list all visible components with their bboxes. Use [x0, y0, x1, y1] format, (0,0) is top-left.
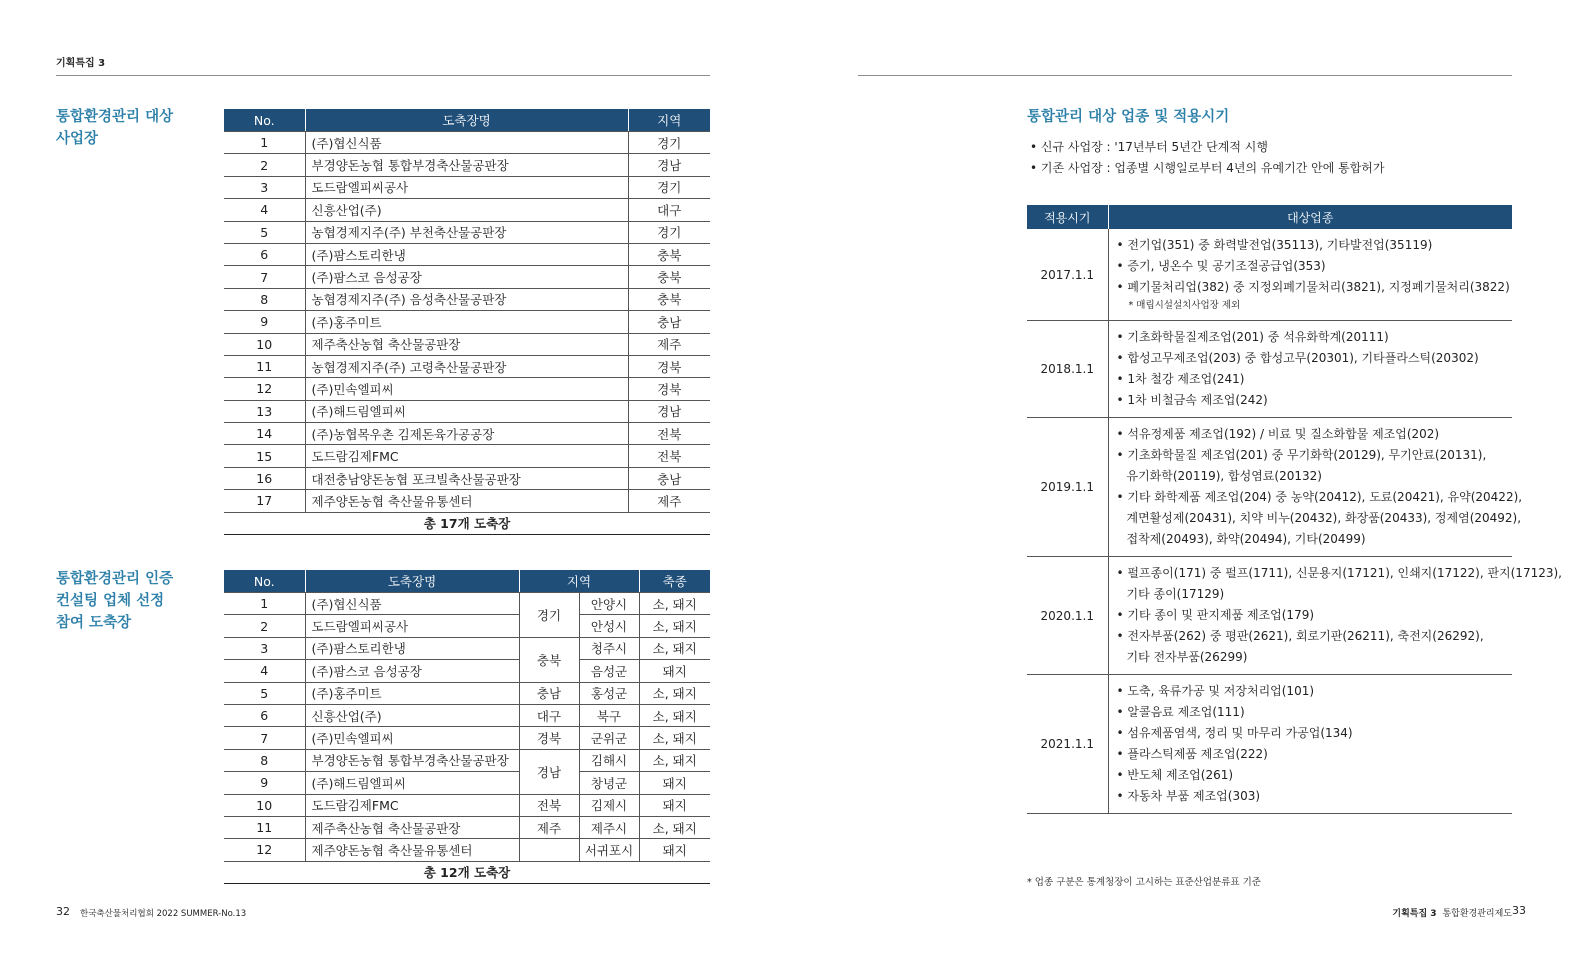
footer-subtitle: 통합환경관리제도 [1442, 909, 1512, 919]
table-row [224, 593, 710, 615]
header-divider-left [56, 75, 710, 76]
row-number: 15 [224, 445, 305, 467]
col-header-name: 도축장명 [305, 570, 519, 593]
slaughterhouse-name: 신흥산업(주) [305, 704, 519, 726]
row-number: 3 [224, 637, 305, 659]
row-number: 7 [224, 266, 305, 288]
table-row [224, 490, 710, 512]
row-number: 9 [224, 772, 305, 794]
region: 경북 [628, 355, 710, 377]
slaughterhouse-name: 제주양돈농협 축산물유통센터 [305, 490, 628, 512]
species: 돼지 [639, 839, 710, 861]
slaughterhouse-name: (주)팜스코 음성공장 [305, 660, 519, 682]
row-number: 3 [224, 176, 305, 198]
bullet-existing-site: • 기존 사업장 : 업종별 시행일로부터 4년의 유예기간 안에 통합허가 [1030, 161, 1385, 175]
row-number: 1 [224, 132, 305, 154]
section2-title: 통합환경관리 인증 컨설팅 업체 선정 참여 도축장 [56, 571, 174, 631]
total-row [224, 861, 710, 883]
row-number: 4 [224, 199, 305, 221]
region: 경남 [628, 154, 710, 176]
industry-item: • 폐기물처리업(382) 중 지정외폐기물처리(3821), 지정폐기물처리(3822) [1116, 280, 1510, 294]
table-row [224, 400, 710, 422]
industry-item: • 합성고무제조업(203) 중 합성고무(20301), 기타플라스틱(20302) [1116, 351, 1479, 365]
slaughterhouse-name: 도드람엘피씨공사 [305, 615, 519, 637]
consulting-slaughterhouse-table [224, 570, 710, 884]
table-row [224, 378, 710, 400]
slaughterhouse-name: (주)해드림엘피씨 [305, 772, 519, 794]
province: 충북 [519, 637, 579, 682]
table-row [224, 423, 710, 445]
region: 충북 [628, 243, 710, 265]
region: 전북 [628, 423, 710, 445]
apply-date: 2021.1.1 [1027, 675, 1108, 814]
right-section-title: 통합관리 대상 업종 및 적용시기 [1027, 109, 1230, 125]
region: 전북 [628, 445, 710, 467]
row-number: 12 [224, 839, 305, 861]
header-divider-right [858, 75, 1512, 76]
slaughterhouse-name: 신흥산업(주) [305, 199, 628, 221]
region: 경북 [628, 378, 710, 400]
page-number-right: 33 [1512, 904, 1526, 917]
industry-item: 접착제(20493), 화약(20494), 기타(20499) [1126, 532, 1366, 546]
row-number: 13 [224, 400, 305, 422]
row-number: 2 [224, 154, 305, 176]
industry-item: • 기초화학물질제조업(201) 중 석유화학계(20111) [1116, 330, 1389, 344]
table-row [224, 445, 710, 467]
species: 소, 돼지 [639, 727, 710, 749]
slaughterhouse-name: (주)팜스코 음성공장 [305, 266, 628, 288]
industry-item: 계면활성제(20431), 치약 비누(20432), 화장품(20433), 정제염(20492), [1126, 511, 1522, 525]
col-header-region: 지역 [519, 570, 639, 593]
industry-list [1108, 321, 1512, 418]
slaughterhouse-name: (주)홍주미트 [305, 311, 628, 333]
schedule-row [1027, 557, 1512, 675]
table-row [224, 816, 710, 838]
industry-item: • 도축, 육류가공 및 저장처리업(101) [1116, 684, 1315, 698]
city: 창녕군 [579, 772, 639, 794]
city: 군위군 [579, 727, 639, 749]
row-number: 9 [224, 311, 305, 333]
slaughterhouse-name: 부경양돈농협 통합부경축산물공판장 [305, 154, 628, 176]
table-row [224, 311, 710, 333]
slaughterhouse-name: (주)협신식품 [305, 132, 628, 154]
region: 제주 [628, 333, 710, 355]
row-number: 6 [224, 243, 305, 265]
apply-date: 2018.1.1 [1027, 321, 1108, 418]
city: 서귀포시 [579, 839, 639, 861]
slaughterhouse-name: 도드람김제FMC [305, 794, 519, 816]
footer-right [1392, 906, 1512, 919]
industry-item: • 기초화학물질 제조업(201) 중 무기화학(20129), 무기안료(20131), [1116, 448, 1487, 462]
industry-item: • 석유정제품 제조업(192) / 비료 및 질소화합물 제조업(202) [1116, 427, 1440, 441]
table-row [224, 615, 710, 637]
industry-item: • 플라스틱제품 제조업(222) [1116, 747, 1268, 761]
province: 전북 [519, 794, 579, 816]
city: 홍성군 [579, 682, 639, 704]
table-row [224, 467, 710, 489]
row-number: 5 [224, 682, 305, 704]
table-row [224, 839, 710, 861]
row-number: 17 [224, 490, 305, 512]
city: 안성시 [579, 615, 639, 637]
total-count: 총 17개 도축장 [224, 512, 710, 534]
col-header-no: No. [224, 570, 305, 593]
row-number: 2 [224, 615, 305, 637]
row-number: 11 [224, 816, 305, 838]
province: 경북 [519, 727, 579, 749]
section-label: 기획특집 3 [56, 58, 106, 69]
industry-item: • 기타 종이 및 판지제품 제조업(179) [1116, 608, 1315, 622]
schedule-row [1027, 321, 1512, 418]
table-row [224, 221, 710, 243]
species: 소, 돼지 [639, 704, 710, 726]
row-number: 4 [224, 660, 305, 682]
province: 대구 [519, 704, 579, 726]
region: 충남 [628, 467, 710, 489]
slaughterhouse-name: 제주양돈농협 축산물유통센터 [305, 839, 519, 861]
slaughterhouse-name: 대전충남양돈농협 포크빌축산물공판장 [305, 467, 628, 489]
schedule-row [1027, 418, 1512, 557]
slaughterhouse-name: 부경양돈농협 통합부경축산물공판장 [305, 749, 519, 771]
slaughterhouse-name: 농협경제지주(주) 음성축산물공판장 [305, 288, 628, 310]
table-row [224, 637, 710, 659]
table-row [224, 794, 710, 816]
city: 김제시 [579, 794, 639, 816]
table-row [224, 199, 710, 221]
page-number-left: 32 [56, 905, 70, 918]
schedule-row [1027, 229, 1512, 321]
species: 소, 돼지 [639, 816, 710, 838]
table-row [224, 727, 710, 749]
col-header-species: 축종 [639, 570, 710, 593]
row-number: 12 [224, 378, 305, 400]
industry-item: • 전기업(351) 중 화력발전업(35113), 기타발전업(35119) [1116, 238, 1433, 252]
slaughterhouse-name: (주)홍주미트 [305, 682, 519, 704]
industry-item: • 펄프종이(171) 중 펄프(1711), 신문용지(17121), 인쇄지(17122), 판지(17123), [1116, 566, 1562, 580]
row-number: 14 [224, 423, 305, 445]
table-row [224, 660, 710, 682]
row-number: 8 [224, 288, 305, 310]
industry-item: • 전자부품(262) 중 평판(2621), 회로기판(26211), 축전지(26292), [1116, 629, 1484, 643]
total-count: 총 12개 도축장 [224, 861, 710, 883]
col-header-region: 지역 [628, 109, 710, 132]
col-header-no: No. [224, 109, 305, 132]
province: 경기 [519, 593, 579, 638]
industry-item: • 자동차 부품 제조업(303) [1116, 789, 1261, 803]
total-row [224, 512, 710, 534]
city: 청주시 [579, 637, 639, 659]
col-header-date: 적용시기 [1027, 205, 1108, 229]
row-number: 1 [224, 593, 305, 615]
industry-note: * 매립시설설치사업장 제외 [1128, 300, 1241, 311]
apply-date: 2020.1.1 [1027, 557, 1108, 675]
species: 소, 돼지 [639, 682, 710, 704]
row-number: 16 [224, 467, 305, 489]
industry-item: • 증기, 냉온수 및 공기조절공급업(353) [1116, 259, 1326, 273]
industry-item: • 섬유제품염색, 정리 및 마무리 가공업(134) [1116, 726, 1353, 740]
row-number: 10 [224, 333, 305, 355]
section1-title: 통합환경관리 대상 사업장 [56, 109, 174, 147]
table-row [224, 154, 710, 176]
publication-name: 한국축산물처리협회 2022 SUMMER-No.13 [80, 909, 247, 919]
row-number: 11 [224, 355, 305, 377]
industry-schedule-table [1027, 205, 1562, 814]
slaughterhouse-name: 도드람김제FMC [305, 445, 628, 467]
species: 돼지 [639, 660, 710, 682]
table-row [224, 355, 710, 377]
slaughterhouse-name: 농협경제지주(주) 고령축산물공판장 [305, 355, 628, 377]
slaughterhouse-name: 도드람엘피씨공사 [305, 176, 628, 198]
city: 안양시 [579, 593, 639, 615]
slaughterhouse-name: (주)협신식품 [305, 593, 519, 615]
table-row [224, 772, 710, 794]
industry-item: • 알콜음료 제조업(111) [1116, 705, 1245, 719]
industry-list [1108, 229, 1512, 321]
city: 북구 [579, 704, 639, 726]
slaughterhouse-name: 농협경제지주(주) 부천축산물공판장 [305, 221, 628, 243]
province: 제주 [519, 816, 579, 838]
table-row [224, 682, 710, 704]
col-header-name: 도축장명 [305, 109, 628, 132]
city: 제주시 [579, 816, 639, 838]
industry-list [1108, 557, 1562, 675]
schedule-row [1027, 675, 1512, 814]
col-header-industries: 대상업종 [1108, 205, 1512, 229]
city: 김해시 [579, 749, 639, 771]
species: 소, 돼지 [639, 637, 710, 659]
slaughterhouse-name: (주)농협목우촌 김제돈육가공공장 [305, 423, 628, 445]
species: 소, 돼지 [639, 615, 710, 637]
table-row [224, 176, 710, 198]
footer-section: 기획특집 3 [1392, 909, 1437, 919]
industry-item: • 1차 철강 제조업(241) [1116, 372, 1245, 386]
industry-item: 기타 종이(17129) [1126, 587, 1225, 601]
region: 충남 [628, 311, 710, 333]
row-number: 6 [224, 704, 305, 726]
row-number: 5 [224, 221, 305, 243]
region: 경기 [628, 176, 710, 198]
industry-item: 기타 전자부품(26299) [1126, 650, 1248, 664]
table-row [224, 704, 710, 726]
industry-list [1108, 675, 1512, 814]
province [519, 839, 579, 861]
target-slaughterhouse-table [224, 109, 710, 535]
region: 충북 [628, 288, 710, 310]
table-row [224, 243, 710, 265]
region: 대구 [628, 199, 710, 221]
industry-item: 유기화학(20119), 합성염료(20132) [1126, 469, 1322, 483]
city: 음성군 [579, 660, 639, 682]
rollout-bullets [1030, 137, 1384, 179]
province: 경남 [519, 749, 579, 794]
slaughterhouse-name: (주)민속엘피씨 [305, 727, 519, 749]
table-row [224, 333, 710, 355]
table-row [224, 266, 710, 288]
industry-item: • 기타 화학제품 제조업(204) 중 농약(20412), 도료(20421), 유약(20422), [1116, 490, 1523, 504]
species: 소, 돼지 [639, 749, 710, 771]
region: 경남 [628, 400, 710, 422]
table-row [224, 132, 710, 154]
slaughterhouse-name: 제주축산농협 축산물공판장 [305, 333, 628, 355]
region: 경기 [628, 221, 710, 243]
row-number: 7 [224, 727, 305, 749]
slaughterhouse-name: (주)팜스토리한냉 [305, 243, 628, 265]
slaughterhouse-name: (주)팜스토리한냉 [305, 637, 519, 659]
region: 충북 [628, 266, 710, 288]
industry-list [1108, 418, 1523, 557]
region: 경기 [628, 132, 710, 154]
row-number: 10 [224, 794, 305, 816]
industry-item: • 반도체 제조업(261) [1116, 768, 1234, 782]
species: 돼지 [639, 772, 710, 794]
apply-date: 2019.1.1 [1027, 418, 1108, 557]
slaughterhouse-name: (주)해드림엘피씨 [305, 400, 628, 422]
table-row [224, 749, 710, 771]
species: 소, 돼지 [639, 593, 710, 615]
species: 돼지 [639, 794, 710, 816]
region: 제주 [628, 490, 710, 512]
industry-item: • 1차 비철금속 제조업(242) [1116, 393, 1268, 407]
table-row [224, 288, 710, 310]
apply-date: 2017.1.1 [1027, 229, 1108, 321]
province: 충남 [519, 682, 579, 704]
bullet-new-site: • 신규 사업장 : '17년부터 5년간 단계적 시행 [1030, 140, 1268, 154]
footnote: * 업종 구분은 통계청장이 고시하는 표준산업분류표 기준 [1027, 877, 1261, 888]
slaughterhouse-name: (주)민속엘피씨 [305, 378, 628, 400]
row-number: 8 [224, 749, 305, 771]
slaughterhouse-name: 제주축산농협 축산물공판장 [305, 816, 519, 838]
